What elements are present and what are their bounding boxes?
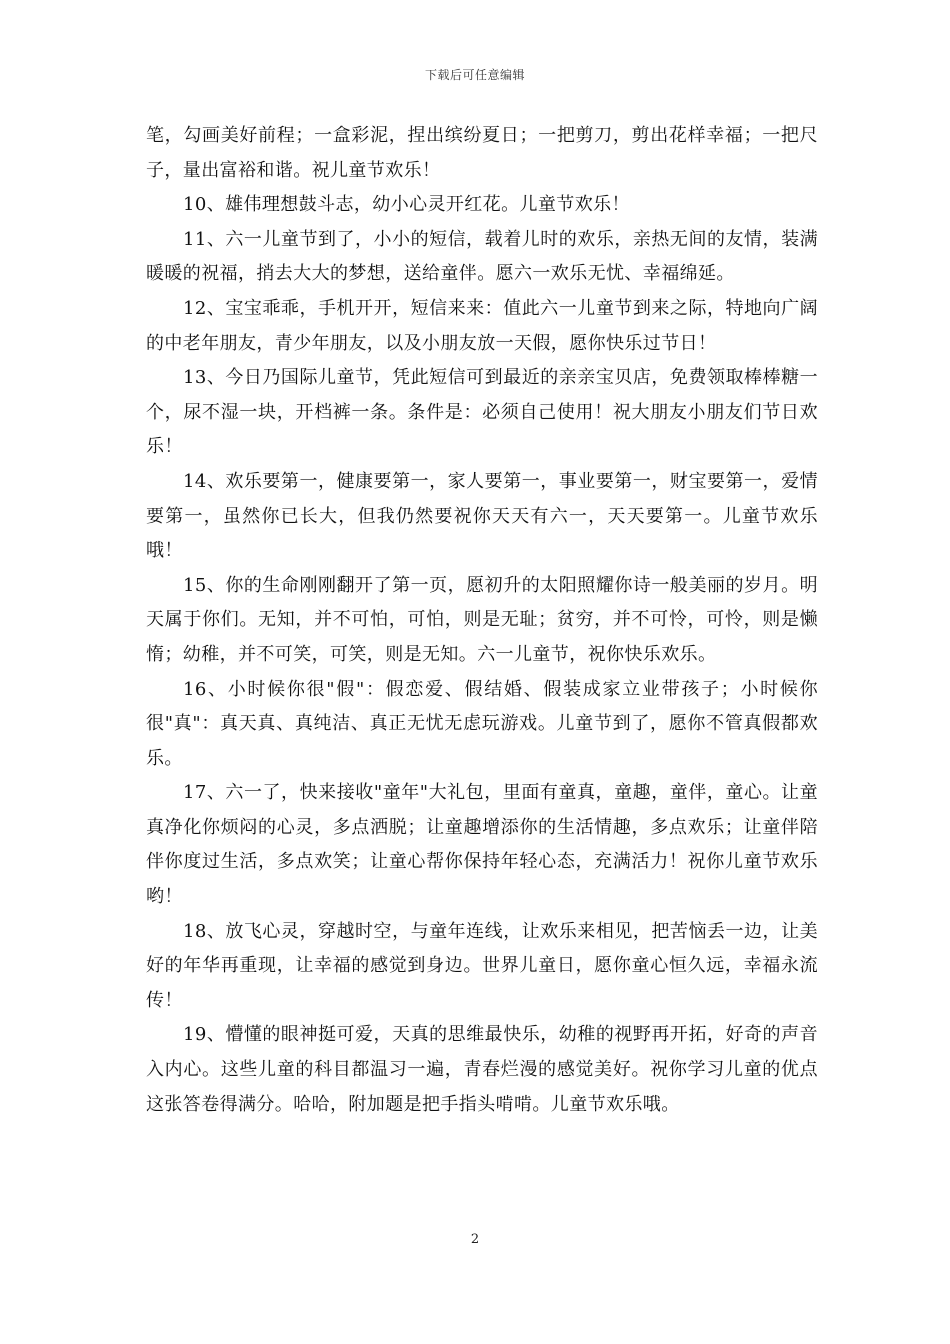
paragraph-item-14: 14、欢乐要第一，健康要第一，家人要第一，事业要第一，财宝要第一，爱情要第一，虽然你已长大，但我仍然要祝你天天有六一，天天要第一。儿童节欢乐哦！ [146, 470, 818, 562]
paragraph-item-12: 12、宝宝乖乖，手机开开，短信来来：值此六一儿童节到来之际，特地向广阔的中老年朋友，青少年朋友，以及小朋友放一天假，愿你快乐过节日！ [146, 297, 818, 354]
paragraph-item-10: 10、雄伟理想鼓斗志，幼小心灵开红花。儿童节欢乐！ [183, 194, 630, 216]
paragraph-item-16: 16、小时候你很"假"：假恋爱、假结婚、假装成家立业带孩子；小时候你很"真"：真天真、真纯洁、真正无忧无虑玩游戏。儿童节到了，愿你不管真假都欢乐。 [146, 678, 818, 769]
paragraph-item-18: 18、放飞心灵，穿越时空，与童年连线，让欢乐来相见，把苦恼丢一边，让美好的年华再重现，让幸福的感觉到身边。世界儿童日，愿你童心恒久远，幸福永流传！ [146, 920, 818, 1011]
paragraph-item-15: 15、你的生命刚刚翻开了第一页，愿初升的太阳照耀你诗一般美丽的岁月。明天属于你们。无知，并不可怕，可怕，则是无耻；贫穷，并不可怜，可怜，则是懒惰；幼稚，并不可笑，可笑，则是无知。六一儿童节，祝你快乐欢乐。 [146, 574, 818, 665]
paragraph-item-11: 11、六一儿童节到了，小小的短信，载着儿时的欢乐，亲热无间的友情，装满暖暖的祝福，捎去大大的梦想，送给童伴。愿六一欢乐无忧、幸福绵延。 [146, 228, 818, 285]
paragraph-item-19: 19、懵懂的眼神挺可爱，天真的思维最快乐，幼稚的视野再开拓，好奇的声音入内心。这些儿童的科目都温习一遍，青春烂漫的感觉美好。祝你学习儿童的优点这张答卷得满分。哈哈，附加题是把手指头啃啃。儿童节欢乐哦。 [146, 1024, 818, 1115]
page-number: 2 [470, 1232, 480, 1247]
paragraph-item-17: 17、六一了，快来接收"童年"大礼包，里面有童真，童趣，童伴，童心。让童真净化你烦闷的心灵，多点洒脱；让童趣增添你的生活情趣，多点欢乐；让童伴陪伴你度过生活，多点欢笑；让童心帮你保持年轻心态，充满活力！祝你儿童节欢乐哟！ [146, 782, 818, 908]
paragraph-continued: 笔，勾画美好前程；一盒彩泥，捏出缤纷夏日；一把剪刀，剪出花样幸福；一把尺子，量出富裕和谐。祝儿童节欢乐！ [146, 125, 818, 181]
document-body [146, 119, 818, 1122]
page-header: 下载后可任意编辑 [424, 68, 525, 82]
paragraph-item-13: 13、今日乃国际儿童节，凭此短信可到最近的亲亲宝贝店，免费领取棒棒糖一个，尿不湿一块，开档裤一条。条件是：必须自己使用！祝大朋友小朋友们节日欢乐！ [146, 367, 818, 458]
